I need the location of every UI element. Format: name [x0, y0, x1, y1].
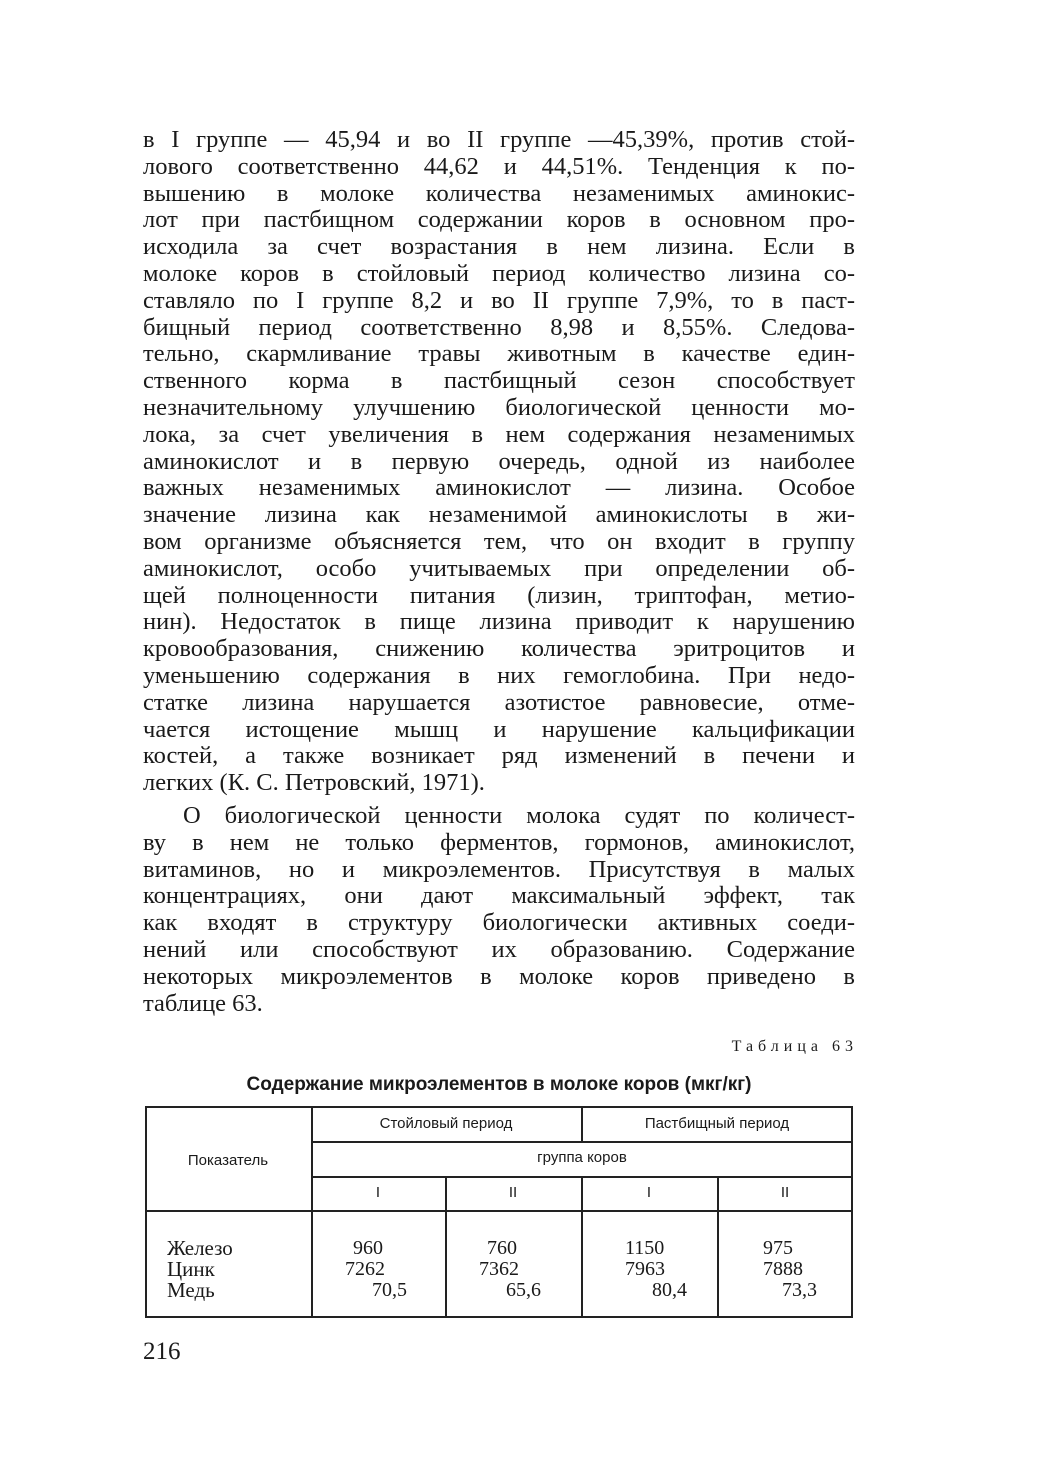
- table-label: Таблица 63: [731, 1038, 858, 1055]
- text-line: значение лизина как незаменимой аминокислоты в жи-: [143, 501, 855, 529]
- page-number: 216: [143, 1338, 181, 1365]
- text-line: некоторых микроэлементов в молоке коров приведено в: [143, 962, 855, 990]
- text-line: концентрациях, они дают максимальный эффект, так: [143, 882, 855, 910]
- text-line: лот при пастбищном содержании коров в основном про-: [143, 206, 855, 234]
- table-left-rule: [145, 1106, 147, 1318]
- col-pasture-group-1: [625, 1238, 687, 1301]
- table-header-bottom-rule: [145, 1210, 853, 1212]
- text-line: бищный период соответственно 8,98 и 8,55%. Следова-: [143, 313, 855, 341]
- text-line: костей, а также возникает ряд изменений в печени и: [143, 742, 855, 770]
- header-group-3: I: [646, 1184, 652, 1201]
- table-cell: 760: [487, 1237, 517, 1259]
- text-line: О биологической ценности молока судят по количест-: [183, 801, 855, 829]
- table-top-rule: [145, 1106, 853, 1108]
- text-line: аминокислот и в первую очередь, одной из наиболее: [143, 447, 855, 475]
- col-stall-group-2: [479, 1238, 541, 1301]
- text-line: кровообразования, снижению количества эритроцитов и: [143, 635, 855, 663]
- text-line: незначительному улучшению биологической ценности мо-: [143, 393, 855, 421]
- text-line: тельно, скармливание травы животным в качестве един-: [143, 340, 855, 368]
- header-indicator: Показатель: [187, 1152, 269, 1169]
- text-line: как входят в структуру биологически активных соеди-: [143, 909, 855, 937]
- header-group-4: II: [780, 1184, 790, 1201]
- text-line: чается истощение мышц и нарушение кальцификации: [143, 715, 855, 743]
- row-name-iron: Железо: [167, 1236, 233, 1260]
- data-table: [145, 1106, 853, 1318]
- header-pasture-period: Пастбищный период: [644, 1115, 790, 1132]
- text-line: уменьшению содержания в них гемоглобина. При недо-: [143, 661, 855, 689]
- table-cell: 1150: [625, 1237, 665, 1259]
- text-line: важных незаменимых аминокислот — лизина. Особое: [143, 474, 855, 502]
- table-cell: 7963: [625, 1258, 665, 1280]
- table-right-rule: [851, 1106, 853, 1318]
- row-name-copper: Медь: [167, 1278, 215, 1302]
- header-cow-group: группа коров: [537, 1149, 627, 1166]
- text-line: исходила за счет возрастания в нем лизина. Если в: [143, 233, 855, 261]
- table-cell: 960: [353, 1237, 383, 1259]
- text-line: нин). Недостаток в пище лизина приводит к нарушению: [143, 608, 855, 636]
- table-cell: 7262: [345, 1258, 385, 1280]
- text-line: нений или способствуют их образованию. Содержание: [143, 935, 855, 963]
- row-name-zinc: Цинк: [167, 1257, 215, 1281]
- body-text: [143, 127, 855, 1017]
- header-group-1: I: [375, 1184, 381, 1201]
- table-cell: 7362: [479, 1258, 519, 1280]
- text-line: вом организме объясняется тем, что он входит в группу: [143, 527, 855, 555]
- table-bottom-rule: [145, 1316, 853, 1318]
- text-line: вышению в молоке количества незаменимых аминокис-: [143, 179, 855, 207]
- text-line: таблице 63.: [143, 989, 263, 1017]
- text-line: статке лизина нарушается азотистое равновесие, отме-: [143, 688, 855, 716]
- table-rule: [311, 1141, 853, 1143]
- table-cell: 80,4: [652, 1279, 687, 1301]
- text-line: ву в нем не только ферментов, гормонов, аминокислот,: [143, 828, 855, 856]
- table-title: Содержание микроэлементов в молоке коров (мкг/кг): [246, 1074, 752, 1095]
- text-line: в I группе — 45,94 и во II группе —45,39%, против стой-: [143, 126, 855, 153]
- text-line: лока, за счет увеличения в нем содержания незаменимых: [143, 420, 855, 448]
- text-line: лового соответственно 44,62 и 44,51%. Тенденция к по-: [143, 152, 855, 180]
- header-stall-period: Стойловый период: [379, 1115, 513, 1132]
- table-cell: 65,6: [506, 1279, 541, 1301]
- table-cell: 70,5: [372, 1279, 407, 1301]
- text-line: легких (К. С. Петровский, 1971).: [143, 769, 485, 797]
- table-col-rule: [311, 1106, 313, 1318]
- text-line: молоке коров в стойловый период количество лизина со-: [143, 259, 855, 287]
- text-line: аминокислот, особо учитываемых при определении об-: [143, 554, 855, 582]
- row-names: [167, 1238, 233, 1301]
- table-cell: 975: [763, 1237, 793, 1259]
- table-cell: 7888: [763, 1258, 803, 1280]
- text-line: витаминов, но и микроэлементов. Присутствуя в малых: [143, 855, 855, 883]
- text-line: щей полноценности питания (лизин, триптофан, метио-: [143, 581, 855, 609]
- header-group-2: II: [508, 1184, 518, 1201]
- col-pasture-group-2: [755, 1238, 817, 1301]
- text-line: ставляло по I группе 8,2 и во II группе 7,9%, то в паст-: [143, 286, 855, 314]
- col-stall-group-1: [345, 1238, 407, 1301]
- text-line: ственного корма в пастбищный сезон способствует: [143, 367, 855, 395]
- table-cell: 73,3: [782, 1279, 817, 1301]
